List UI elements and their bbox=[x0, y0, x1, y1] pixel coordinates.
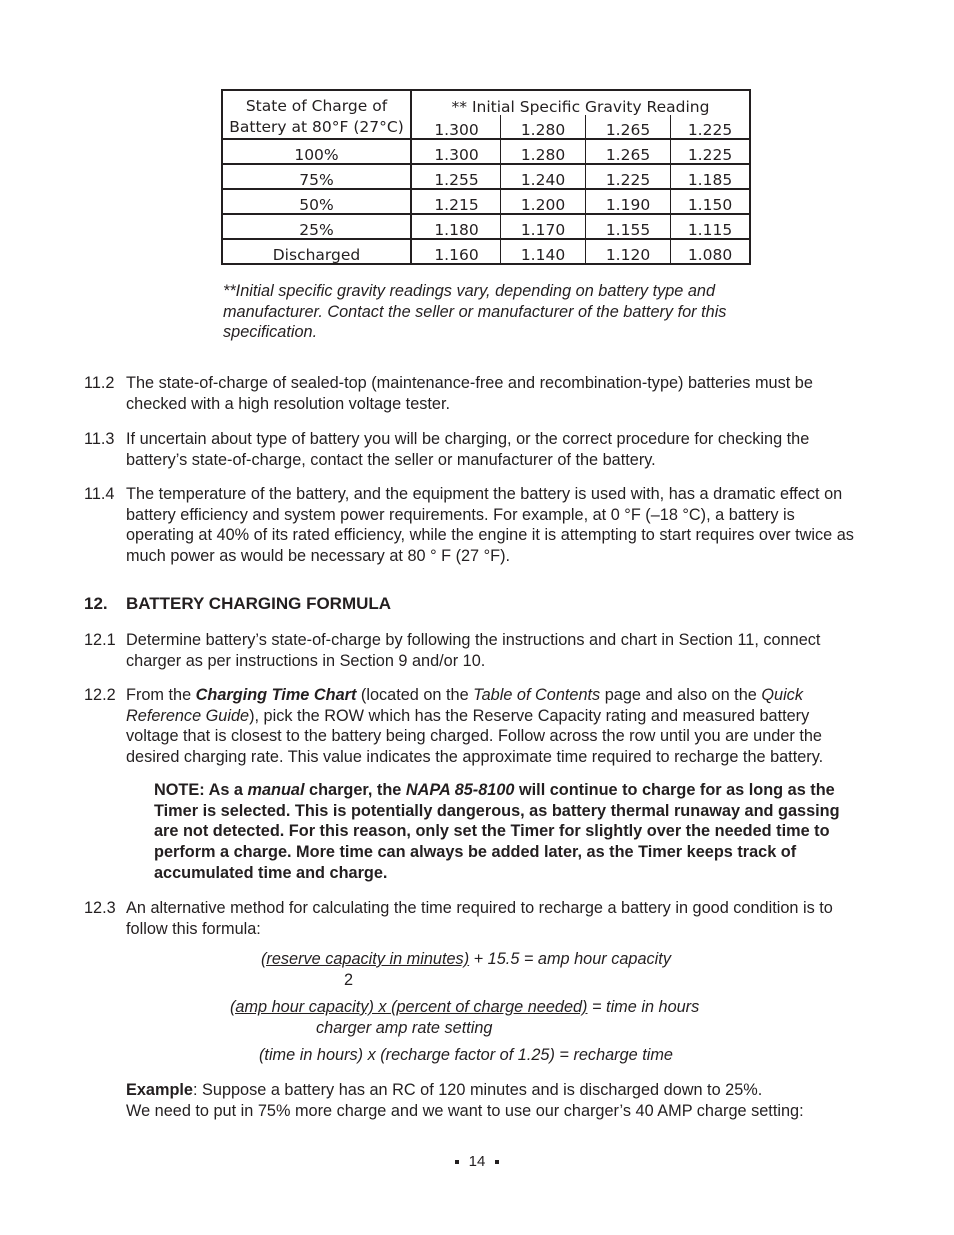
specific-gravity-table bbox=[221, 89, 751, 265]
paragraph-number: 12.3 bbox=[84, 899, 116, 917]
table-cell: 1.180 bbox=[434, 221, 479, 239]
page-footer bbox=[0, 1153, 954, 1170]
paragraph-text: An alternative method for calculating the time required to recharge a battery in good condition is to follow this formula: bbox=[126, 899, 833, 938]
bullet-square-icon bbox=[495, 1160, 499, 1164]
table-cell: 1.115 bbox=[687, 221, 733, 239]
table-column-header: 1.300 bbox=[434, 121, 479, 139]
formula-amp-hour bbox=[261, 949, 671, 969]
formula-numerator: (amp hour capacity) x (percent of charge needed) bbox=[230, 998, 588, 1016]
table-row-state: Discharged bbox=[272, 246, 361, 264]
paragraph-number: 11.2 bbox=[84, 374, 115, 392]
table-footnote: **Initial specific gravity readings vary, depending on battery type and manufacturer. Contact the seller or manufacturer of the battery for this specification. bbox=[223, 282, 727, 342]
table-cell: 1.265 bbox=[605, 146, 651, 164]
formula-time-in-hours bbox=[230, 997, 699, 1017]
formula-result: + 15.5 = amp hour capacity bbox=[469, 950, 671, 968]
page-number: 14 bbox=[468, 1153, 486, 1170]
paragraph-number: 12.2 bbox=[84, 686, 116, 704]
formula-time-denominator: charger amp rate setting bbox=[316, 1019, 493, 1037]
table-cell: 1.160 bbox=[434, 246, 479, 264]
table-cell: 1.170 bbox=[520, 221, 566, 239]
note-block bbox=[154, 780, 854, 884]
table-column-header: 1.280 bbox=[520, 121, 566, 139]
table-cell: 1.150 bbox=[687, 196, 733, 214]
model-number: NAPA 85-8100 bbox=[405, 781, 515, 799]
table-column-header: 1.265 bbox=[605, 121, 651, 139]
quick-reference-guide-ref: Quick Reference Guide bbox=[126, 686, 803, 725]
table-header-state-temp: Battery at 80°F (27°C) bbox=[229, 118, 404, 136]
paragraph-text: Determine battery’s state-of-charge by following the instructions and chart in Section 11, connect charger as per instructions in Section 9 and/or 10. bbox=[126, 631, 821, 670]
paragraph-text: If uncertain about type of battery you will be charging, or the correct procedure for checking the battery’s state-of-charge, contact the seller or manufacturer of the battery. bbox=[126, 430, 810, 469]
table-row-state: 25% bbox=[299, 221, 334, 239]
example-block bbox=[126, 1080, 886, 1121]
table-cell: 1.080 bbox=[687, 246, 733, 264]
table-header-gravity: ** Initial Specific Gravity Reading bbox=[451, 98, 710, 116]
table-row-state: 75% bbox=[299, 171, 334, 189]
note-run: charger, the bbox=[304, 781, 406, 799]
table-cell: 1.215 bbox=[434, 196, 479, 214]
heading-text: BATTERY CHARGING FORMULA bbox=[126, 594, 392, 613]
table-of-contents-ref: Table of Contents bbox=[473, 686, 601, 704]
example-label: Example bbox=[126, 1081, 193, 1099]
table-cell: 1.120 bbox=[605, 246, 651, 264]
paragraph-text: The temperature of the battery, and the equipment the battery is used with, has a dramatic effect on battery efficiency and system power requirements. For example, at 0 °F (–18 °C), a battery is operating at 40% of its rated efficiency, while the engine it is attempting to start requires over twice as much power as would be necessary at 80 ° F (27 °F). bbox=[126, 485, 854, 566]
table-cell: 1.300 bbox=[434, 146, 479, 164]
paragraph-text: The state-of-charge of sealed-top (maintenance-free and recombination-type) batteries must be checked with a high resolution voltage tester. bbox=[126, 374, 813, 413]
note-run: NOTE: As a bbox=[154, 781, 248, 799]
table-cell: 1.140 bbox=[520, 246, 566, 264]
table-cell: 1.225 bbox=[687, 146, 733, 164]
note-run-italic: manual bbox=[247, 781, 305, 799]
note-run: will continue to charge for as long as the Timer is selected. This is potentially dangerous, as battery thermal runaway and gassing are not detected. For this reason, only set the Timer for slightly over the needed time to perform a charge. More time can always be added later, as the Timer keeps track of accumulated time and charge. bbox=[154, 781, 840, 882]
text-run: (located on the bbox=[356, 686, 474, 704]
table-cell: 1.200 bbox=[520, 196, 566, 214]
table-cell: 1.185 bbox=[687, 171, 733, 189]
paragraph-number: 12.1 bbox=[84, 631, 116, 649]
table-cell: 1.280 bbox=[520, 146, 566, 164]
paragraph-number: 11.4 bbox=[84, 485, 115, 503]
heading-number: 12. bbox=[84, 594, 108, 613]
example-line-1 bbox=[126, 1080, 886, 1101]
table-cell: 1.225 bbox=[605, 171, 651, 189]
table-cell: 1.190 bbox=[605, 196, 651, 214]
paragraph-number: 11.3 bbox=[84, 430, 115, 448]
text-run: From the bbox=[126, 686, 196, 704]
paragraph-text bbox=[126, 685, 866, 768]
formula-recharge-time: (time in hours) x (recharge factor of 1.25) = recharge time bbox=[259, 1046, 673, 1064]
text-run: page and also on the bbox=[600, 686, 762, 704]
formula-numerator: (reserve capacity in minutes) bbox=[261, 950, 470, 968]
table-cell: 1.240 bbox=[520, 171, 566, 189]
table-column-header: 1.225 bbox=[687, 121, 733, 139]
table-row-state: 50% bbox=[299, 196, 334, 214]
table-cell: 1.255 bbox=[434, 171, 479, 189]
formula-result: = time in hours bbox=[587, 998, 700, 1016]
example-text: : Suppose a battery has an RC of 120 minutes and is discharged down to 25%. bbox=[192, 1081, 763, 1099]
text-run: ), pick the ROW which has the Reserve Capacity rating and measured battery voltage that is closest to the battery being charged. Follow across the row until you are under the desired charging rate. This value indicates the approximate time required to recharge the battery. bbox=[126, 706, 824, 767]
bullet-square-icon bbox=[455, 1160, 459, 1164]
example-line-2: We need to put in 75% more charge and we want to use our charger’s 40 AMP charge setting: bbox=[126, 1101, 804, 1120]
formula-amp-hour-denominator: 2 bbox=[344, 971, 354, 989]
table-cell: 1.155 bbox=[605, 221, 651, 239]
table-row-state: 100% bbox=[294, 146, 339, 164]
table-header-state: State of Charge of bbox=[245, 97, 388, 115]
charging-time-chart-ref: Charging Time Chart bbox=[195, 686, 357, 704]
